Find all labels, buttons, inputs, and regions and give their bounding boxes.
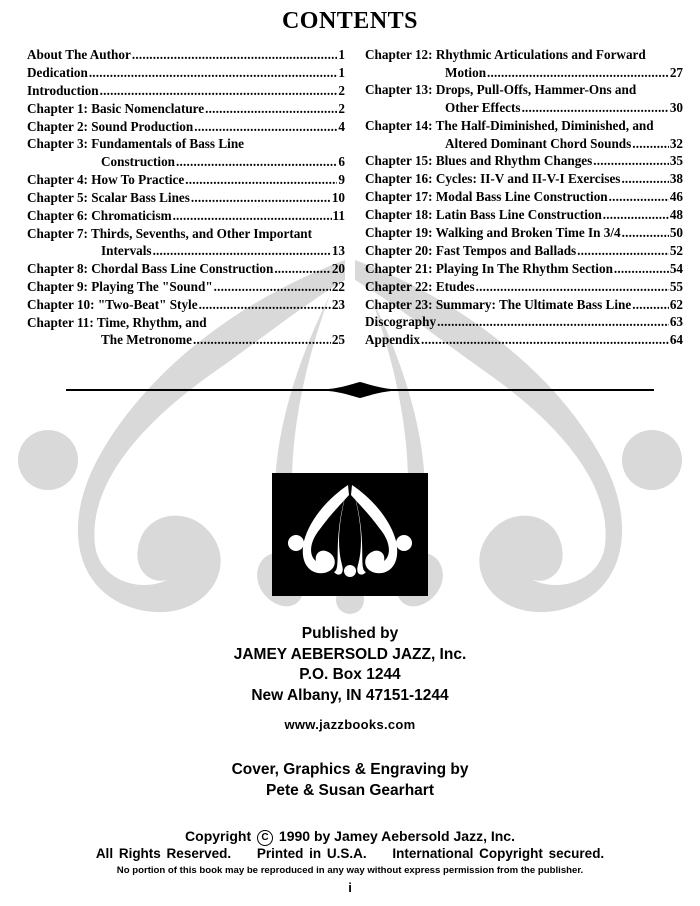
toc-entry-page: 32 — [669, 135, 683, 151]
toc-entry-title: Chapter 10: "Two-Beat" Style — [27, 296, 198, 312]
toc-entry-title: Chapter 8: Chordal Bass Line Construction — [27, 261, 274, 277]
toc-entry-title: Chapter 1: Basic Nomenclature — [27, 100, 205, 116]
toc-entry[interactable] — [365, 206, 683, 224]
toc-leader-dots — [194, 118, 337, 136]
toc-entry[interactable] — [27, 64, 345, 82]
toc-leader-dots — [614, 260, 669, 278]
toc-entry-title: Chapter 15: Blues and Rhythm Changes — [365, 153, 593, 169]
toc-right-column — [365, 46, 683, 349]
toc-entry-page: 2 — [338, 82, 345, 98]
toc-entry[interactable] — [27, 189, 345, 207]
toc-entry[interactable] — [27, 100, 345, 118]
toc-entry-title: Chapter 6: Chromaticism — [27, 207, 172, 223]
printed-in: Printed in U.S.A. — [256, 846, 367, 861]
toc-entry-page: 13 — [331, 243, 345, 259]
toc-entry[interactable] — [27, 118, 345, 136]
toc-leader-dots — [476, 278, 669, 296]
toc-leader-dots — [214, 278, 331, 296]
toc-leader-dots — [622, 224, 669, 242]
publisher-block — [0, 624, 700, 706]
toc-entry-page: 63 — [669, 314, 683, 330]
toc-leader-dots — [421, 331, 669, 349]
toc-leader-dots — [621, 170, 668, 188]
toc-entry-title: Appendix — [365, 332, 420, 348]
toc-entry-title: Intervals — [101, 243, 152, 259]
toc-entry-title: Chapter 3: Fundamentals of Bass Line — [27, 136, 245, 152]
toc-leader-dots — [593, 152, 669, 170]
toc-entry[interactable] — [365, 81, 683, 116]
toc-entry[interactable] — [27, 171, 345, 189]
toc-entry[interactable] — [27, 225, 345, 260]
toc-entry-title: Chapter 19: Walking and Broken Time In 3/4 — [365, 225, 621, 241]
toc-leader-dots — [173, 207, 332, 225]
toc-entry-page: 9 — [338, 171, 345, 187]
toc-entry-page: 23 — [331, 296, 345, 312]
toc-entry-page: 27 — [669, 64, 683, 80]
page-title: CONTENTS — [281, 8, 419, 34]
toc-entry-title: Chapter 7: Thirds, Sevenths, and Other Important — [27, 225, 313, 241]
toc-entry-page: 55 — [669, 278, 683, 294]
logo-mark-icon — [272, 473, 428, 596]
toc-entry-title: Chapter 2: Sound Production — [27, 118, 194, 134]
credits-title: Cover, Graphics & Engraving by — [231, 761, 469, 778]
toc-entry-page: 6 — [338, 154, 345, 170]
toc-entry-page: 64 — [669, 332, 683, 348]
toc-entry[interactable] — [365, 170, 683, 188]
toc-entry[interactable] — [365, 152, 683, 170]
toc-entry-title: Chapter 4: How To Practice — [27, 171, 185, 187]
copyright-label: Copyright — [185, 828, 252, 844]
toc-entry-title: Other Effects — [445, 100, 521, 116]
toc-entry[interactable] — [27, 314, 345, 349]
toc-entry-page: 30 — [669, 100, 683, 116]
toc-leader-dots — [487, 64, 669, 82]
toc-entry-page: 10 — [331, 189, 345, 205]
toc-entry[interactable] — [27, 46, 345, 64]
toc-entry-title: Altered Dominant Chord Sounds — [445, 135, 632, 151]
toc-leader-dots — [132, 46, 338, 64]
toc-entry[interactable] — [365, 331, 683, 349]
toc-entry-title: Chapter 9: Playing The "Sound" — [27, 278, 213, 294]
toc-entry-title: Motion — [445, 64, 487, 80]
toc-leader-dots — [193, 331, 331, 349]
toc-leader-dots — [603, 206, 669, 224]
publisher-city: New Albany, IN 47151-1244 — [251, 686, 449, 704]
toc-entry[interactable] — [27, 207, 345, 225]
toc-left-column — [27, 46, 345, 349]
publisher-name: JAMEY AEBERSOLD JAZZ, Inc. — [233, 645, 467, 663]
toc-entry-page: 50 — [669, 225, 683, 241]
toc-entry[interactable] — [27, 260, 345, 278]
toc-entry[interactable] — [27, 82, 345, 100]
toc-entry[interactable] — [27, 135, 345, 170]
toc-leader-dots — [632, 135, 669, 153]
rights-reserved: All Rights Reserved. — [95, 846, 232, 861]
reproduction-notice: No portion of this book may be reproduced in any way without express permission from the publisher. — [116, 865, 584, 876]
toc-entry[interactable] — [365, 188, 683, 206]
toc-entry[interactable] — [365, 46, 683, 81]
toc-entry-title: Chapter 16: Cycles: II-V and II-V-I Exercises — [365, 171, 621, 187]
toc-entry-title: Chapter 17: Modal Bass Line Construction — [365, 189, 608, 205]
toc-entry-title: Dedication — [27, 64, 88, 80]
toc-entry-page: 25 — [331, 332, 345, 348]
copyright-line — [0, 828, 700, 846]
toc-entry-title: Construction — [101, 154, 175, 170]
toc-entry[interactable] — [27, 296, 345, 314]
toc-entry[interactable] — [27, 278, 345, 296]
toc-entry-page: 38 — [669, 171, 683, 187]
toc-entry-page: 48 — [669, 207, 683, 223]
toc-entry-title: Chapter 18: Latin Bass Line Construction — [365, 207, 602, 223]
toc-entry-title: About The Author — [27, 47, 131, 62]
toc-entry[interactable] — [365, 224, 683, 242]
toc-entry[interactable] — [365, 296, 683, 314]
toc-entry-page: 1 — [338, 47, 345, 62]
toc-entry[interactable] — [365, 260, 683, 278]
toc-entry-page: 22 — [331, 278, 345, 294]
toc-entry-title: Chapter 11: Time, Rhythm, and — [27, 314, 207, 330]
toc-entry-page: 11 — [332, 207, 345, 223]
toc-leader-dots — [176, 153, 337, 171]
toc-entry-page: 35 — [669, 153, 683, 169]
toc-entry-page: 46 — [669, 189, 683, 205]
toc-leader-dots — [199, 296, 331, 314]
publisher-logo — [272, 473, 428, 596]
toc-entry-title: Chapter 14: The Half-Diminished, Diminished, and — [365, 117, 654, 133]
toc-leader-dots — [522, 99, 669, 117]
toc-leader-dots — [153, 242, 331, 260]
toc-entry-page: 2 — [338, 100, 345, 116]
credits-block — [0, 760, 700, 801]
toc-entry[interactable] — [365, 117, 683, 152]
toc-entry-title: Chapter 22: Etudes — [365, 278, 475, 294]
toc-leader-dots — [632, 296, 669, 314]
intl-copyright: International Copyright secured. — [392, 846, 605, 861]
page-number: i — [348, 880, 352, 895]
credits-names: Pete & Susan Gearhart — [266, 781, 434, 799]
publisher-po-box: P.O. Box 1244 — [299, 666, 401, 683]
toc-leader-dots — [100, 82, 338, 100]
toc-entry-title: Chapter 20: Fast Tempos and Ballads — [365, 242, 577, 258]
rights-line — [0, 846, 700, 861]
toc-entry-title: Chapter 5: Scalar Bass Lines — [27, 189, 190, 205]
divider-rule — [66, 382, 654, 398]
toc-entry-page: 1 — [338, 64, 345, 80]
toc-entry[interactable] — [365, 278, 683, 296]
toc-entry-title: Chapter 12: Rhythmic Articulations and Forward — [365, 47, 646, 62]
toc-entry-title: Introduction — [27, 82, 99, 98]
toc-entry-page: 52 — [669, 242, 683, 258]
toc-leader-dots — [577, 242, 669, 260]
toc-leader-dots — [191, 189, 331, 207]
toc-leader-dots — [89, 64, 338, 82]
toc-entry-page: 62 — [669, 296, 683, 312]
copyright-symbol-icon: C — [257, 830, 273, 846]
toc-entry-title: Discography — [365, 314, 437, 330]
toc-leader-dots — [185, 171, 337, 189]
toc-entry-title: The Metronome — [101, 332, 192, 348]
toc-entry-page: 54 — [669, 260, 683, 276]
toc-entry-page: 20 — [331, 261, 345, 277]
website-link[interactable]: www.jazzbooks.com — [284, 717, 416, 732]
toc-entry-title: Chapter 13: Drops, Pull-Offs, Hammer-Ons and — [365, 82, 637, 98]
toc-entry-title: Chapter 21: Playing In The Rhythm Section — [365, 260, 613, 276]
toc-leader-dots — [274, 260, 331, 278]
published-by: Published by — [301, 625, 399, 642]
toc-entry[interactable] — [365, 242, 683, 260]
toc-entry-title: Chapter 23: Summary: The Ultimate Bass Line — [365, 296, 632, 312]
toc-leader-dots — [437, 313, 669, 331]
toc-entry-page: 4 — [338, 118, 345, 134]
toc-entry[interactable] — [365, 313, 683, 331]
toc-leader-dots — [205, 100, 337, 118]
copyright-holder: 1990 by Jamey Aebersold Jazz, Inc. — [278, 828, 515, 844]
toc-leader-dots — [609, 188, 669, 206]
